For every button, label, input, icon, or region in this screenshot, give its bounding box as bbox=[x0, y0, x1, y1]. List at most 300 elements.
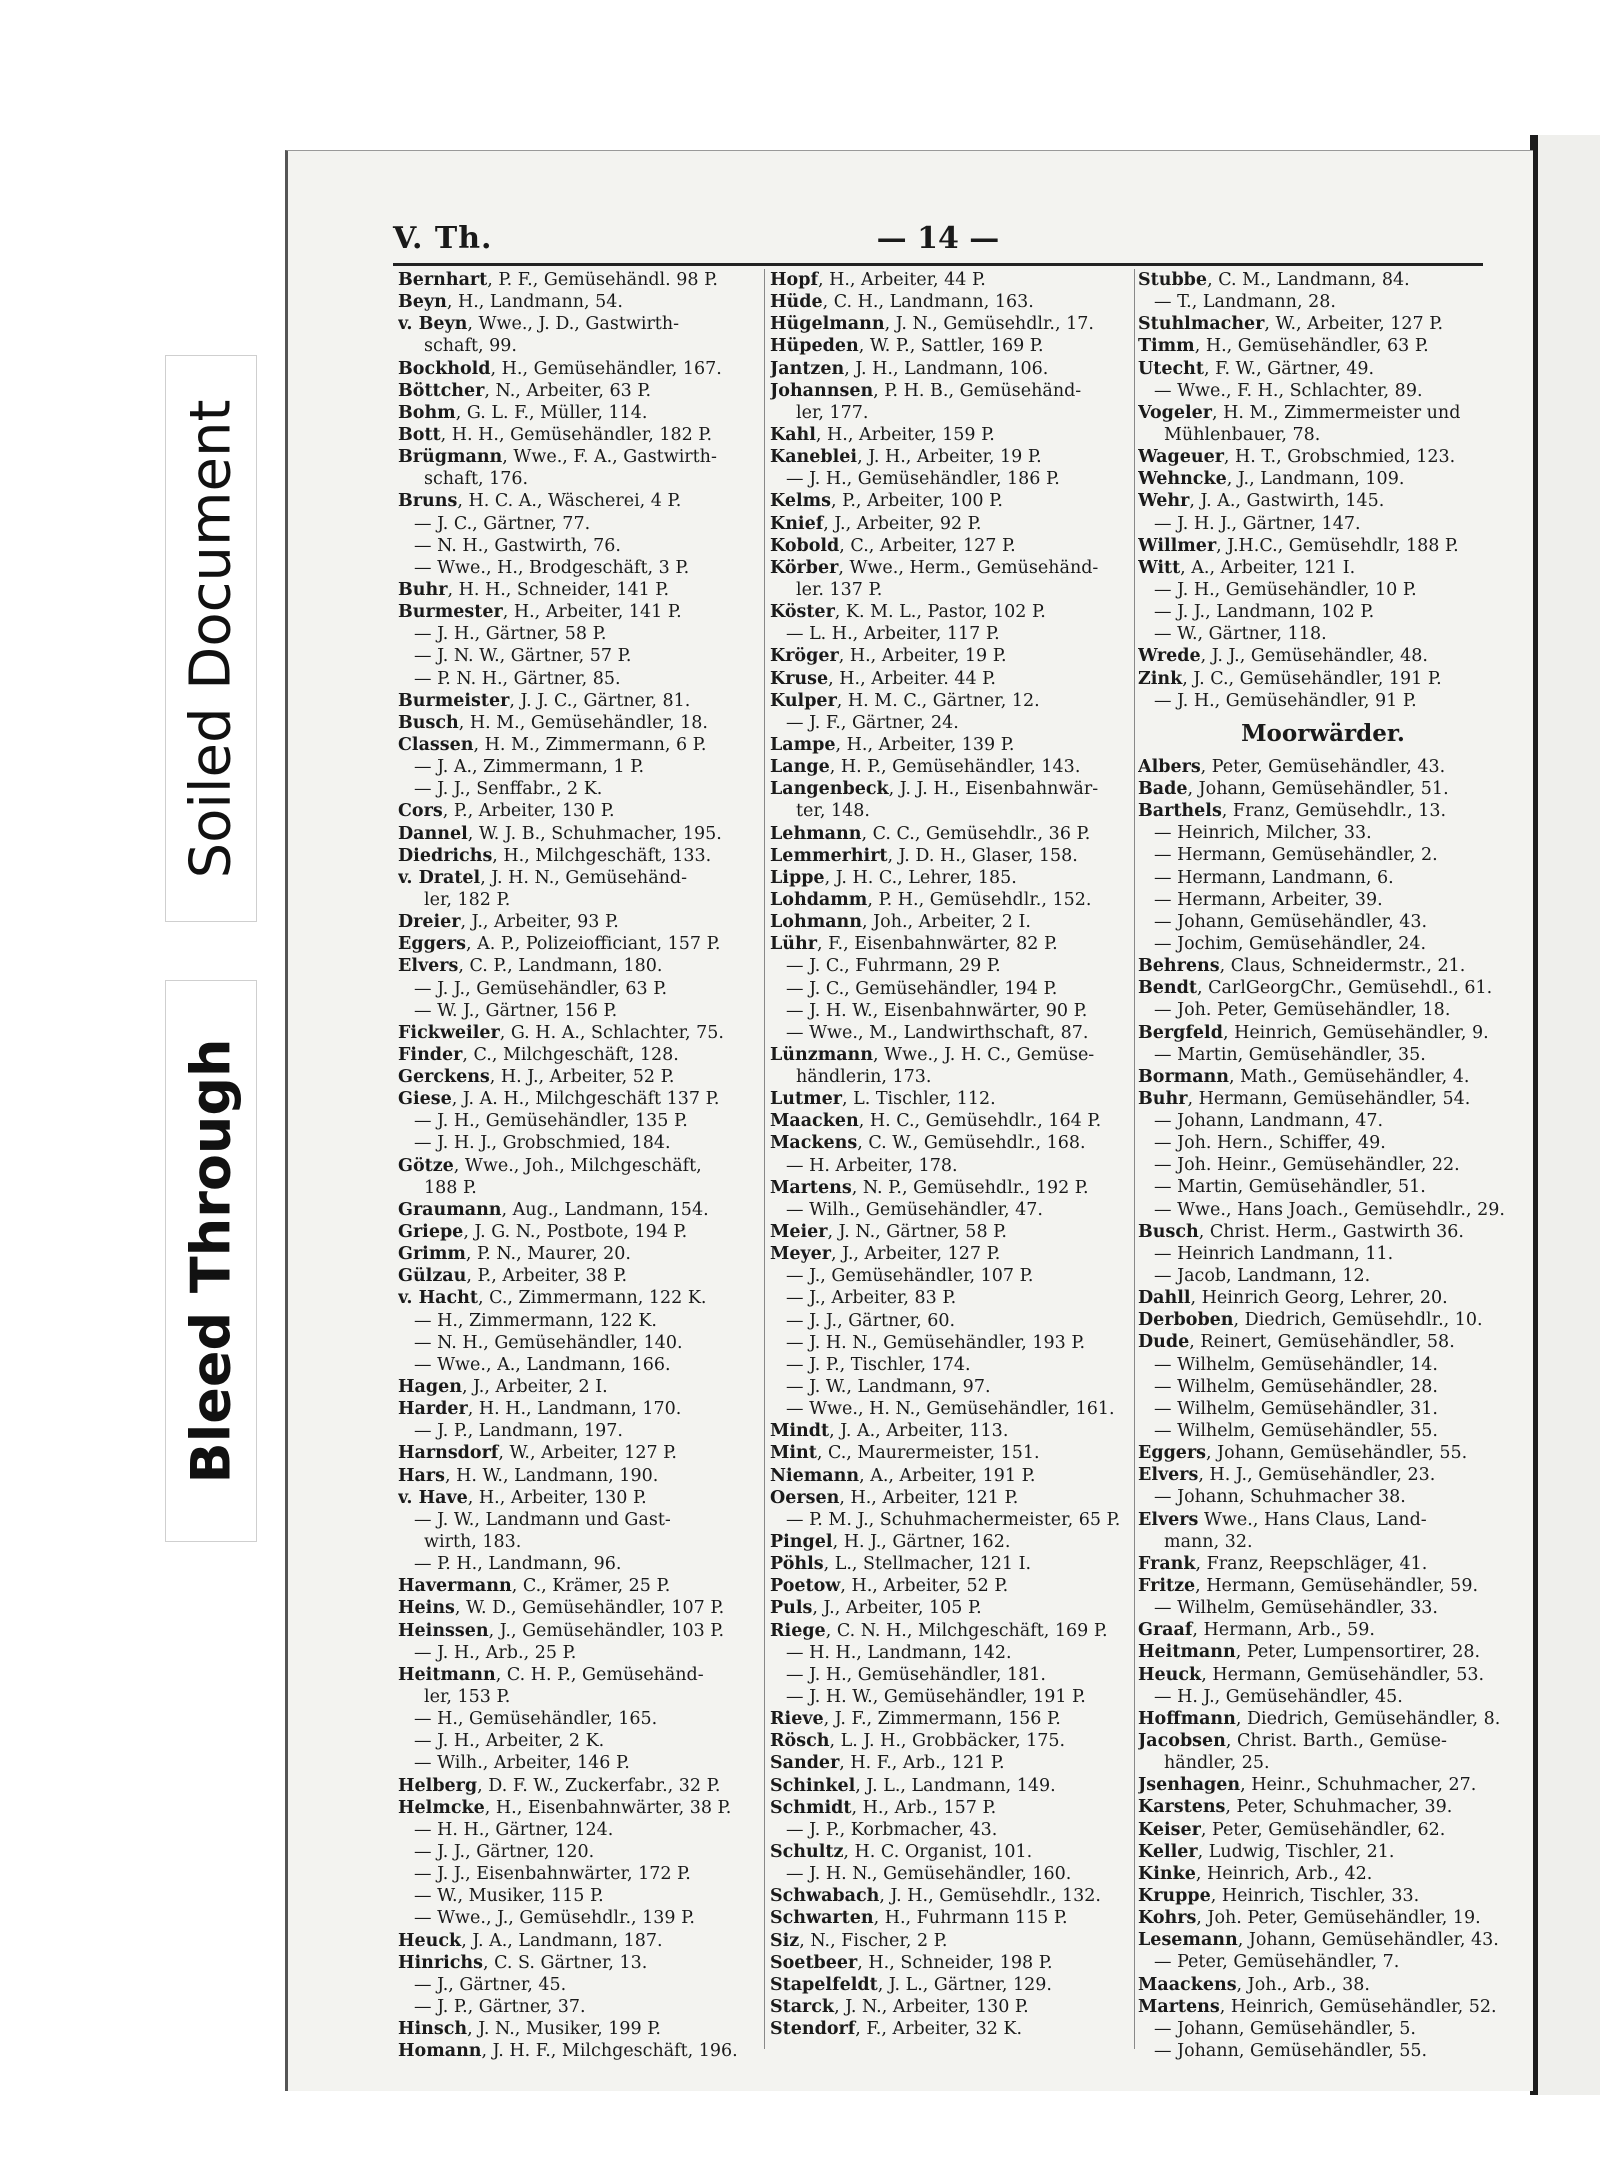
entry-surname: Vogeler bbox=[1138, 402, 1213, 423]
directory-subentry: — Wwe., M., Landwirthschaft, 87. bbox=[786, 1022, 1089, 1043]
directory-subentry: — J. J., Gärtner, 120. bbox=[414, 1841, 595, 1862]
entry-surname: Sander bbox=[770, 1753, 840, 1774]
entry-details: , C., Maurermeister, 151. bbox=[816, 1443, 1040, 1464]
entry-surname: Hügelmann bbox=[770, 314, 885, 335]
entry-details: , Johann, Gemüsehändler, 51. bbox=[1187, 778, 1449, 799]
directory-entry bbox=[770, 601, 1135, 623]
directory-entry bbox=[1138, 1553, 1508, 1575]
entry-details: , J. N., Gemüsehdlr., 17. bbox=[884, 314, 1094, 335]
entry-details: , Heinrich, Gemüsehändler, 9. bbox=[1222, 1022, 1489, 1043]
entry-details: , Christ. Herm., Gastwirth 36. bbox=[1198, 1221, 1464, 1242]
directory-subentry: — Hermann, Arbeiter, 39. bbox=[1154, 889, 1383, 910]
entry-surname: Elvers bbox=[1138, 1465, 1199, 1486]
entry-details: , H. M., Gemüsehändler, 18. bbox=[458, 712, 708, 733]
entry-details: , H., Arbeiter, 139 P. bbox=[835, 734, 1015, 755]
entry-surname: Maackens bbox=[1138, 1974, 1237, 1995]
entry-surname: Karstens bbox=[1138, 1797, 1226, 1818]
entry-details: , Johann, Gemüsehändler, 55. bbox=[1206, 1443, 1468, 1464]
entry-surname: Kruse bbox=[770, 668, 829, 689]
directory-entry bbox=[1138, 358, 1508, 380]
directory-subentry: — Heinrich, Milcher, 33. bbox=[1154, 823, 1372, 844]
directory-entry bbox=[398, 2040, 763, 2062]
directory-entry bbox=[398, 690, 763, 712]
directory-subentry: — J. A., Zimmermann, 1 P. bbox=[414, 757, 645, 778]
directory-entry bbox=[398, 1930, 763, 1952]
entry-continuation: händlerin, 173. bbox=[796, 1067, 932, 1088]
entry-details: , J., Landmann, 109. bbox=[1226, 469, 1405, 490]
entry-surname: Jacobsen bbox=[1138, 1731, 1226, 1751]
entry-details: , Peter, Gemüsehändler, 62. bbox=[1200, 1819, 1446, 1840]
directory-subentry: — J. P., Landmann, 197. bbox=[414, 1421, 623, 1442]
entry-surname: Brügmann bbox=[398, 447, 503, 468]
entry-continuation: ler, 177. bbox=[796, 402, 869, 423]
directory-subentry: — N. H., Gastwirth, 76. bbox=[414, 535, 621, 556]
entry-surname: Schinkel bbox=[770, 1775, 856, 1796]
directory-subentry: — Johann, Gemüsehändler, 43. bbox=[1154, 911, 1428, 932]
directory-subentry: — J. H. J., Grobschmied, 184. bbox=[414, 1133, 671, 1154]
directory-entry bbox=[770, 490, 1135, 512]
directory-column-1 bbox=[398, 269, 763, 2062]
entry-surname: Heitmann bbox=[1138, 1642, 1236, 1663]
directory-subentry: — H. H., Landmann, 142. bbox=[786, 1642, 1012, 1663]
directory-entry bbox=[398, 1620, 763, 1642]
entry-details: , W., Arbeiter, 127 P. bbox=[498, 1443, 677, 1464]
entry-details: , J. D. H., Glaser, 158. bbox=[887, 845, 1078, 866]
entry-details: , Hermann, Gemüsehändler, 53. bbox=[1201, 1664, 1485, 1685]
entry-surname: Elvers bbox=[398, 956, 459, 977]
entry-surname: Beyn bbox=[398, 292, 447, 313]
entry-surname: Harder bbox=[398, 1399, 468, 1420]
directory-subentry: — Johann, Gemüsehändler, 55. bbox=[1154, 2040, 1428, 2061]
entry-details: , H. J., Gärtner, 162. bbox=[832, 1532, 1011, 1553]
entry-surname: Meyer bbox=[770, 1244, 832, 1265]
directory-entry bbox=[1138, 535, 1508, 557]
entry-details: , J. F., Zimmermann, 156 P. bbox=[823, 1709, 1061, 1730]
entry-details: , H. P., Gemüsehändler, 143. bbox=[829, 757, 1081, 778]
entry-surname: Dahll bbox=[1138, 1288, 1191, 1309]
entry-details: , A., Arbeiter, 121 I. bbox=[1180, 557, 1356, 578]
entry-surname: Willmer bbox=[1138, 535, 1217, 556]
entry-details: , Peter, Gemüsehändler, 43. bbox=[1200, 756, 1446, 777]
entry-details: , Heinrich, Gemüsehändler, 52. bbox=[1219, 1996, 1497, 2017]
entry-details: , Reinert, Gemüsehändler, 58. bbox=[1189, 1332, 1455, 1353]
entry-surname: Mindt bbox=[770, 1421, 830, 1442]
directory-entry bbox=[398, 1575, 763, 1597]
entry-details: , J. G. N., Postbote, 194 P. bbox=[463, 1222, 688, 1243]
directory-entry bbox=[770, 1730, 1135, 1752]
directory-entry bbox=[770, 313, 1135, 335]
directory-entry bbox=[398, 1088, 763, 1110]
entry-details: , C., Krämer, 25 P. bbox=[511, 1576, 671, 1597]
directory-subentry: — N. H., Gemüsehändler, 140. bbox=[414, 1332, 683, 1353]
entry-surname: Jantzen bbox=[770, 358, 845, 379]
entry-details: , C., Zimmermann, 122 K. bbox=[477, 1288, 707, 1309]
directory-entry bbox=[1138, 335, 1508, 357]
directory-entry bbox=[1138, 1509, 1508, 1531]
entry-surname: Kahl bbox=[770, 424, 816, 445]
entry-surname: Zink bbox=[1138, 668, 1183, 689]
directory-subentry: — W. J., Gärtner, 156 P. bbox=[414, 1000, 618, 1021]
entry-details: , Joh., Arb., 38. bbox=[1236, 1974, 1370, 1995]
entry-details: , Christ. Barth., Gemüse- bbox=[1225, 1731, 1447, 1751]
entry-details: , Hermann, Arb., 59. bbox=[1192, 1620, 1375, 1641]
entry-continuation: 188 P. bbox=[424, 1177, 477, 1198]
directory-entry bbox=[770, 668, 1135, 690]
entry-details: , J. N., Arbeiter, 130 P. bbox=[834, 1996, 1029, 2017]
entry-surname: Keller bbox=[1138, 1841, 1198, 1862]
entry-details: , Ludwig, Tischler, 21. bbox=[1197, 1841, 1395, 1862]
entry-continuation: ter, 148. bbox=[796, 801, 870, 822]
header-rule bbox=[393, 263, 1483, 266]
directory-entry bbox=[1138, 1929, 1508, 1951]
entry-surname: Johannsen bbox=[770, 380, 874, 401]
entry-surname: Riege bbox=[770, 1620, 826, 1641]
entry-details: , W. P., Sattler, 169 P. bbox=[858, 336, 1044, 357]
directory-entry bbox=[398, 1952, 763, 1974]
entry-details: , J. J., Gemüsehändler, 48. bbox=[1200, 646, 1428, 667]
directory-entry bbox=[398, 1775, 763, 1797]
entry-details: , H., Arbeiter, 130 P. bbox=[467, 1487, 647, 1508]
soiled-document-label bbox=[165, 355, 257, 922]
directory-page bbox=[285, 150, 1533, 2091]
directory-entry bbox=[770, 424, 1135, 446]
entry-surname: Kinke bbox=[1138, 1863, 1196, 1884]
directory-entry bbox=[770, 2018, 1135, 2040]
entry-surname: Hars bbox=[398, 1465, 445, 1486]
directory-entry bbox=[770, 823, 1135, 845]
directory-entry bbox=[1138, 446, 1508, 468]
entry-details: , Diedrich, Gemüsehdlr., 10. bbox=[1233, 1310, 1483, 1331]
entry-surname: Kaneblei bbox=[770, 447, 858, 468]
directory-subentry: — Wwe., H., Brodgeschäft, 3 P. bbox=[414, 557, 690, 578]
directory-subentry: — J. W., Landmann und Gast- bbox=[414, 1509, 671, 1530]
directory-subentry: — Jochim, Gemüsehändler, 24. bbox=[1154, 933, 1427, 954]
entry-details: , J. L., Landmann, 149. bbox=[855, 1775, 1056, 1796]
entry-surname: Keiser bbox=[1138, 1819, 1201, 1840]
entry-details: , H., Milchgeschäft, 133. bbox=[492, 845, 712, 866]
entry-surname: v. Hacht bbox=[398, 1288, 478, 1309]
entry-details: , J. N., Musiker, 199 P. bbox=[467, 2019, 661, 2040]
directory-subentry: — J. J., Landmann, 102 P. bbox=[1154, 602, 1375, 623]
directory-entry bbox=[1138, 977, 1508, 999]
entry-surname: Albers bbox=[1138, 756, 1201, 777]
entry-continuation: Mühlenbauer, 78. bbox=[1164, 424, 1321, 445]
entry-surname: Barthels bbox=[1138, 801, 1222, 822]
directory-entry bbox=[1138, 1863, 1508, 1885]
directory-entry bbox=[398, 1221, 763, 1243]
entry-details: , A. P., Polizeiofficiant, 157 P. bbox=[466, 934, 721, 955]
entry-surname: Busch bbox=[1138, 1221, 1199, 1242]
entry-details: , J. A., Gastwirth, 145. bbox=[1189, 491, 1385, 512]
entry-surname: Pöhls bbox=[770, 1554, 824, 1575]
entry-details: , Heinrich, Tischler, 33. bbox=[1210, 1885, 1420, 1906]
entry-details: , Claus, Schneidermstr., 21. bbox=[1219, 956, 1466, 977]
entry-surname: Griepe bbox=[398, 1222, 464, 1243]
entry-surname: Timm bbox=[1138, 336, 1195, 357]
directory-entry bbox=[398, 291, 763, 313]
entry-details: , J. H. F., Milchgeschäft, 196. bbox=[481, 2041, 738, 2062]
entry-details: , P. H. B., Gemüsehänd- bbox=[873, 380, 1082, 401]
entry-details: , F., Arbeiter, 32 K. bbox=[855, 2019, 1023, 2040]
directory-entry bbox=[770, 734, 1135, 756]
directory-entry bbox=[1138, 1819, 1508, 1841]
directory-entry bbox=[770, 1132, 1135, 1154]
directory-entry bbox=[770, 845, 1135, 867]
entry-details: , Franz, Reepschläger, 41. bbox=[1195, 1553, 1428, 1574]
column-divider bbox=[764, 269, 765, 2049]
entry-surname: Lehmann bbox=[770, 823, 862, 844]
directory-entry bbox=[398, 2018, 763, 2040]
directory-subentry: — Johann, Landmann, 47. bbox=[1154, 1111, 1384, 1132]
directory-entry bbox=[770, 933, 1135, 955]
entry-continuation: händler, 25. bbox=[1164, 1753, 1270, 1774]
entry-details: , N., Fischer, 2 P. bbox=[799, 1930, 948, 1951]
directory-entry bbox=[770, 1420, 1135, 1442]
entry-details: , Aug., Landmann, 154. bbox=[501, 1199, 709, 1220]
directory-entry bbox=[1138, 1708, 1508, 1730]
entry-surname: Mint bbox=[770, 1443, 817, 1464]
entry-details: , H. T., Grobschmied, 123. bbox=[1223, 447, 1456, 468]
entry-details: , J., Gemüsehändler, 103 P. bbox=[488, 1620, 725, 1641]
directory-entry bbox=[770, 1088, 1135, 1110]
entry-surname: Busch bbox=[398, 712, 459, 733]
entry-details: , C. C., Gemüsehdlr., 36 P. bbox=[861, 823, 1091, 844]
entry-details: , H. M., Zimmermann, 6 P. bbox=[473, 734, 707, 755]
entry-surname: Martens bbox=[770, 1177, 852, 1198]
directory-entry bbox=[770, 1442, 1135, 1464]
directory-subentry: — Hermann, Landmann, 6. bbox=[1154, 867, 1394, 888]
entry-details: , H., Arbeiter, 141 P. bbox=[502, 602, 682, 623]
entry-surname: Wehr bbox=[1138, 491, 1190, 512]
directory-entry bbox=[398, 446, 763, 468]
bleed-through-label bbox=[165, 980, 257, 1542]
directory-entry bbox=[1138, 1022, 1508, 1044]
entry-details: , H., Gemüsehändler, 167. bbox=[490, 358, 722, 379]
entry-surname: Stubbe bbox=[1138, 270, 1208, 290]
directory-entry bbox=[1138, 800, 1508, 822]
entry-surname: Hinsch bbox=[398, 2019, 468, 2040]
directory-subentry: — J. H., Gemüsehändler, 10 P. bbox=[1154, 579, 1417, 600]
entry-details: , P., Arbeiter, 130 P. bbox=[442, 801, 615, 822]
entry-surname: Bendt bbox=[1138, 978, 1197, 999]
entry-surname: Heuck bbox=[398, 1930, 462, 1951]
directory-subentry: — J., Arbeiter, 83 P. bbox=[786, 1288, 957, 1309]
directory-entry bbox=[770, 1243, 1135, 1265]
entry-details: , G. L. F., Müller, 114. bbox=[455, 402, 648, 423]
directory-entry bbox=[1138, 1464, 1508, 1486]
directory-entry bbox=[398, 490, 763, 512]
entry-surname: Bade bbox=[1138, 778, 1188, 799]
entry-details: , J., Arbeiter, 127 P. bbox=[831, 1244, 1001, 1265]
entry-surname: Gülzau bbox=[398, 1266, 467, 1287]
directory-subentry: — Hermann, Gemüsehändler, 2. bbox=[1154, 845, 1438, 866]
directory-subentry: — J. H. J., Gärtner, 147. bbox=[1154, 513, 1361, 534]
entry-details: , H. H., Landmann, 170. bbox=[467, 1399, 682, 1420]
entry-surname: Cors bbox=[398, 801, 443, 822]
entry-details: , Wwe., Herm., Gemüsehänd- bbox=[838, 557, 1099, 578]
directory-entry bbox=[398, 911, 763, 933]
entry-surname: Bott bbox=[398, 424, 441, 445]
entry-surname: Bernhart bbox=[398, 270, 488, 290]
directory-subentry: — J., Gemüsehändler, 107 P. bbox=[786, 1266, 1034, 1287]
directory-entry bbox=[398, 955, 763, 977]
entry-surname: Hoffmann bbox=[1138, 1708, 1236, 1729]
entry-surname: Kohrs bbox=[1138, 1908, 1197, 1929]
entry-surname: Eggers bbox=[1138, 1443, 1207, 1464]
entry-details: , H., Arbeiter, 19 P. bbox=[838, 646, 1007, 667]
entry-details: , C., Milchgeschäft, 128. bbox=[462, 1044, 679, 1065]
directory-entry bbox=[398, 1376, 763, 1398]
entry-surname: Wehncke bbox=[1138, 469, 1227, 490]
directory-subentry: — J. H. N., Gemüsehändler, 193 P. bbox=[786, 1332, 1086, 1353]
page-header bbox=[393, 221, 1483, 261]
directory-entry bbox=[398, 313, 763, 335]
entry-details: , J. A., Landmann, 187. bbox=[461, 1930, 663, 1951]
directory-entry bbox=[770, 1177, 1135, 1199]
entry-details: , L., Stellmacher, 121 I. bbox=[823, 1554, 1032, 1575]
directory-subentry: — Wilhelm, Gemüsehändler, 28. bbox=[1154, 1376, 1438, 1397]
directory-entry bbox=[1138, 1221, 1508, 1243]
directory-subentry: — Wilhelm, Gemüsehändler, 14. bbox=[1154, 1354, 1438, 1375]
entry-surname: Stuhlmacher bbox=[1138, 314, 1265, 335]
directory-entry bbox=[398, 867, 763, 889]
directory-entry bbox=[770, 1110, 1135, 1132]
directory-entry bbox=[398, 1199, 763, 1221]
directory-entry bbox=[770, 756, 1135, 778]
entry-surname: Langenbeck bbox=[770, 779, 889, 800]
entry-surname: v. Dratel bbox=[398, 867, 481, 888]
entry-details: , J. H., Gemüsehdlr., 132. bbox=[879, 1886, 1101, 1907]
entry-details: , H. W., Landmann, 190. bbox=[444, 1465, 659, 1486]
entry-surname: Giese bbox=[398, 1089, 452, 1110]
entry-details: , J., Arbeiter, 105 P. bbox=[812, 1598, 982, 1619]
directory-entry bbox=[770, 513, 1135, 535]
directory-entry bbox=[398, 1265, 763, 1287]
directory-subentry: — Wwe., A., Landmann, 166. bbox=[414, 1354, 671, 1375]
entry-details: , H., Fuhrmann 115 P. bbox=[873, 1908, 1068, 1929]
entry-surname: Wageuer bbox=[1138, 447, 1224, 468]
directory-entry bbox=[398, 1442, 763, 1464]
directory-subentry: — Wilhelm, Gemüsehändler, 33. bbox=[1154, 1598, 1438, 1619]
directory-entry bbox=[770, 291, 1135, 313]
directory-entry bbox=[1138, 668, 1508, 690]
directory-entry bbox=[1138, 1066, 1508, 1088]
directory-subentry: — J. P., Korbmacher, 43. bbox=[786, 1819, 998, 1840]
directory-entry bbox=[770, 1952, 1135, 1974]
directory-subentry: — J. H., Gemüsehändler, 181. bbox=[786, 1664, 1046, 1685]
directory-subentry: — J. H., Gemüsehändler, 135 P. bbox=[414, 1111, 688, 1132]
entry-surname: Rösch bbox=[770, 1731, 830, 1752]
entry-details: , C., Arbeiter, 127 P. bbox=[839, 535, 1016, 556]
entry-details: , Diedrich, Gemüsehändler, 8. bbox=[1235, 1708, 1501, 1729]
entry-surname: Buhr bbox=[1138, 1088, 1188, 1109]
entry-surname: Maacken bbox=[770, 1111, 859, 1132]
entry-surname: Bergfeld bbox=[1138, 1022, 1223, 1043]
directory-entry bbox=[1138, 955, 1508, 977]
entry-surname: Siz bbox=[770, 1930, 800, 1951]
entry-details: , J., Arbeiter, 92 P. bbox=[823, 513, 982, 534]
directory-entry bbox=[770, 1044, 1135, 1066]
directory-entry bbox=[1138, 1619, 1508, 1641]
entry-details: , C. N. H., Milchgeschäft, 169 P. bbox=[825, 1620, 1108, 1641]
directory-entry bbox=[398, 933, 763, 955]
directory-subentry: — L. H., Arbeiter, 117 P. bbox=[786, 624, 1000, 645]
entry-surname: Starck bbox=[770, 1996, 835, 2017]
directory-subentry: — Joh. Heinr., Gemüsehändler, 22. bbox=[1154, 1155, 1460, 1176]
entry-surname: Dannel bbox=[398, 823, 468, 844]
directory-subentry: — J. H. W., Eisenbahnwärter, 90 P. bbox=[786, 1000, 1088, 1021]
entry-surname: Schmidt bbox=[770, 1797, 852, 1818]
entry-continuation: ler, 153 P. bbox=[424, 1687, 511, 1707]
entry-surname: Schwabach bbox=[770, 1886, 880, 1907]
entry-continuation: schaft, 176. bbox=[424, 469, 529, 490]
directory-entry bbox=[398, 1465, 763, 1487]
entry-details: , H. M. C., Gärtner, 12. bbox=[836, 690, 1040, 711]
entry-details: , H. J., Gemüsehändler, 23. bbox=[1198, 1465, 1436, 1486]
directory-entry bbox=[770, 645, 1135, 667]
entry-details: , H. F., Arb., 121 P. bbox=[839, 1753, 1005, 1774]
entry-details: , CarlGeorgChr., Gemüsehdl., 61. bbox=[1196, 978, 1493, 999]
directory-entry bbox=[770, 1775, 1135, 1797]
directory-subentry: — Martin, Gemüsehändler, 35. bbox=[1154, 1044, 1426, 1065]
entry-details: , H. C. A., Wäscherei, 4 P. bbox=[457, 491, 682, 512]
directory-entry bbox=[1138, 1641, 1508, 1663]
directory-entry bbox=[770, 1553, 1135, 1575]
directory-entry bbox=[398, 1155, 763, 1177]
directory-entry bbox=[1138, 1730, 1508, 1752]
entry-details: , W. D., Gemüsehändler, 107 P. bbox=[454, 1598, 725, 1619]
directory-entry bbox=[398, 800, 763, 822]
directory-entry bbox=[770, 911, 1135, 933]
entry-surname: v. Beyn bbox=[398, 314, 468, 335]
directory-entry bbox=[1138, 1796, 1508, 1818]
entry-surname: Poetow bbox=[770, 1576, 841, 1597]
entry-surname: Derboben bbox=[1138, 1310, 1234, 1331]
directory-subentry: — Wwe., F. H., Schlachter, 89. bbox=[1154, 380, 1423, 401]
entry-surname: Niemann bbox=[770, 1465, 860, 1486]
entry-surname: Rieve bbox=[770, 1709, 824, 1730]
directory-entry bbox=[770, 1620, 1135, 1642]
directory-entry bbox=[770, 1885, 1135, 1907]
entry-surname: Kulper bbox=[770, 690, 837, 711]
directory-subentry: — J. H., Gemüsehändler, 91 P. bbox=[1154, 690, 1417, 711]
directory-subentry: — Joh. Peter, Gemüsehändler, 18. bbox=[1154, 1000, 1451, 1021]
entry-details: , H. C., Gemüsehdlr., 164 P. bbox=[858, 1111, 1102, 1132]
directory-entry bbox=[1138, 1885, 1508, 1907]
entry-details: , K. M. L., Pastor, 102 P. bbox=[834, 602, 1046, 623]
entry-surname: Fritze bbox=[1138, 1576, 1196, 1597]
entry-details: , W. J. B., Schuhmacher, 195. bbox=[467, 823, 722, 844]
directory-entry bbox=[1138, 1841, 1508, 1863]
directory-subentry: — W., Musiker, 115 P. bbox=[414, 1886, 604, 1907]
directory-entry bbox=[398, 734, 763, 756]
directory-entry bbox=[398, 1044, 763, 1066]
directory-subentry: — Wwe., Hans Joach., Gemüsehdlr., 29. bbox=[1154, 1199, 1505, 1220]
entry-details: , C. S. Gärtner, 13. bbox=[483, 1952, 648, 1973]
directory-entry bbox=[398, 1022, 763, 1044]
entry-details: , G. H. A., Schlachter, 75. bbox=[499, 1022, 724, 1043]
entry-surname: Kobold bbox=[770, 535, 840, 556]
entry-surname: Frank bbox=[1138, 1553, 1196, 1574]
directory-subentry: — H., Gemüsehändler, 165. bbox=[414, 1709, 658, 1730]
entry-surname: Buhr bbox=[398, 579, 448, 600]
entry-surname: Martens bbox=[1138, 1996, 1220, 2017]
directory-entry bbox=[1138, 1907, 1508, 1929]
directory-entry bbox=[770, 1907, 1135, 1929]
directory-entry bbox=[398, 1066, 763, 1088]
entry-details: , H. M., Zimmermeister und bbox=[1212, 402, 1461, 423]
directory-subentry: — Martin, Gemüsehändler, 51. bbox=[1154, 1177, 1426, 1198]
